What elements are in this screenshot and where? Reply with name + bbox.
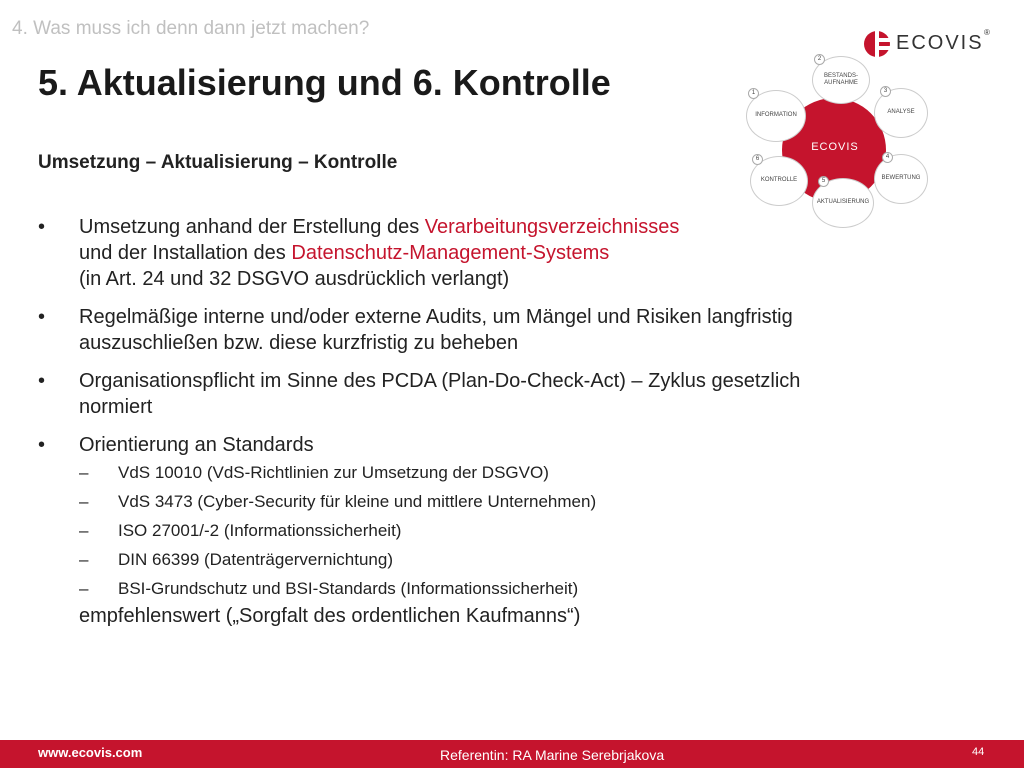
cycle-step-number: 6 xyxy=(752,154,763,165)
cycle-step-aktualisierung: AKTUALISIERUNG xyxy=(812,178,874,228)
bullet-highlight: Datenschutz-Management-Systems xyxy=(291,242,610,264)
standard-item xyxy=(38,516,938,545)
bullet-text: Umsetzung anhand der Erstellung des xyxy=(79,216,425,238)
bullet-marker: • xyxy=(38,370,46,392)
page-number: 44 xyxy=(972,746,985,758)
standard-text: BSI-Grundschutz und BSI-Standards (Informationssicherheit) xyxy=(118,579,579,598)
footer-presenter: Referentin: RA Marine Serebrjakova xyxy=(440,747,665,763)
dash-marker: – xyxy=(79,492,89,511)
bullet-list xyxy=(38,214,938,629)
bullet-item xyxy=(38,368,938,420)
process-cycle-diagram xyxy=(746,50,921,230)
bullet-highlight: Verarbeitungsverzeichnisses xyxy=(424,216,680,238)
bullet-marker: • xyxy=(38,434,46,456)
cycle-step-analyse: ANALYSE xyxy=(874,88,928,138)
cycle-step-number: 2 xyxy=(814,54,825,65)
cycle-step-number: 5 xyxy=(818,176,829,187)
standard-text: DIN 66399 (Datenträgervernichtung) xyxy=(118,550,393,569)
standard-text: VdS 3473 (Cyber-Security für kleine und mittlere Unternehmen) xyxy=(118,492,597,511)
cycle-step-kontrolle: KONTROLLE xyxy=(750,156,808,206)
dash-marker: – xyxy=(79,463,89,482)
bullet-marker: • xyxy=(38,306,46,328)
bullet-item xyxy=(38,304,938,356)
section-label: 4. Was muss ich denn dann jetzt machen? xyxy=(12,18,370,39)
bullet-text: normiert xyxy=(79,396,153,418)
cycle-step-information: INFORMATION xyxy=(746,90,806,142)
bullet-text: und der Installation des xyxy=(79,242,292,264)
dash-marker: – xyxy=(79,550,89,569)
standard-text: VdS 10010 (VdS-Richtlinien zur Umsetzung der DSGVO) xyxy=(118,463,549,482)
cycle-step-bestandsaufnahme: BESTANDS- AUFNAHME xyxy=(812,56,870,104)
cycle-step-number: 1 xyxy=(748,88,759,99)
bullet-text: Regelmäßige interne und/oder externe Audits, um Mängel und Risiken langfristig xyxy=(79,306,793,328)
cycle-step-number: 3 xyxy=(880,86,891,97)
closing-text: empfehlenswert („Sorgfalt des ordentlichen Kaufmanns“) xyxy=(79,605,581,627)
footer-bar xyxy=(0,740,1024,768)
bullet-item xyxy=(38,432,938,458)
bullet-text: (in Art. 24 und 32 DSGVO ausdrücklich verlangt) xyxy=(79,268,510,290)
cycle-step-bewertung: BEWERTUNG xyxy=(874,154,928,204)
subtitle: Umsetzung – Aktualisierung – Kontrolle xyxy=(38,152,398,173)
cycle-center-label: ECOVIS xyxy=(811,141,859,153)
bullet-text: Organisationspflicht im Sinne des PCDA (Plan-Do-Check-Act) – Zyklus gesetzlich xyxy=(79,370,801,392)
logo-registered: ® xyxy=(984,28,990,37)
bullet-marker: • xyxy=(38,216,46,238)
dash-marker: – xyxy=(79,579,89,598)
bullet-text: auszuschließen bzw. diese kurzfristig zu beheben xyxy=(79,332,519,354)
logo-text: ECOVIS xyxy=(896,32,984,54)
dash-marker: – xyxy=(79,521,89,540)
standard-text: ISO 27001/-2 (Informationssicherheit) xyxy=(118,521,402,540)
cycle-step-number: 4 xyxy=(882,152,893,163)
standard-item xyxy=(38,487,938,516)
bullet-item xyxy=(38,214,938,292)
standard-item xyxy=(38,574,938,603)
bullet-text: Orientierung an Standards xyxy=(79,434,314,456)
footer-url-link[interactable]: www.ecovis.com xyxy=(38,745,143,760)
page-title: 5. Aktualisierung und 6. Kontrolle xyxy=(38,62,611,103)
standard-item xyxy=(38,458,938,487)
standard-item xyxy=(38,545,938,574)
